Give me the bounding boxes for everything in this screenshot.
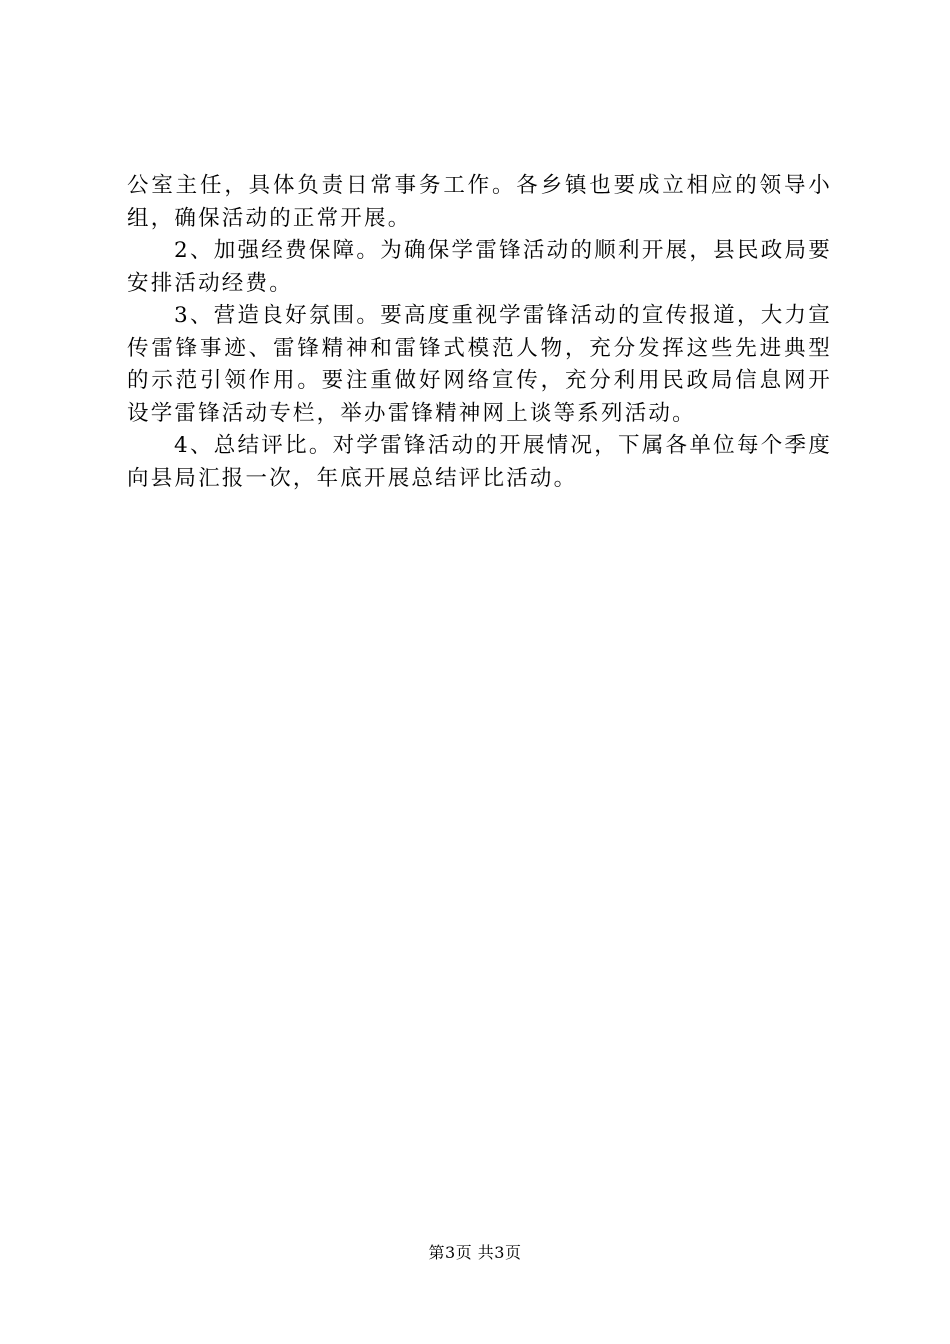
paragraph-evaluation: 4、总结评比。对学雷锋活动的开展情况，下属各单位每个季度向县局汇报一次，年底开展总结评比活动。 [127, 433, 832, 491]
paragraph-continuation: 公室主任，具体负责日常事务工作。各乡镇也要成立相应的领导小组，确保活动的正常开展。 [127, 173, 832, 231]
paragraph-atmosphere: 3、营造良好氛围。要高度重视学雷锋活动的宣传报道，大力宣传雷锋事迹、雷锋精神和雷锋式模范人物，充分发挥这些先进典型的示范引领作用。要注重做好网络宣传，充分利用民政局信息网开设学雷锋活动专栏，举办雷锋精神网上谈等系列活动。 [127, 303, 832, 426]
paragraph-funding: 2、加强经费保障。为确保学雷锋活动的顺利开展，县民政局要安排活动经费。 [127, 238, 832, 296]
page-footer: 第3页 共3页 [428, 1243, 522, 1262]
document-body [127, 170, 832, 495]
